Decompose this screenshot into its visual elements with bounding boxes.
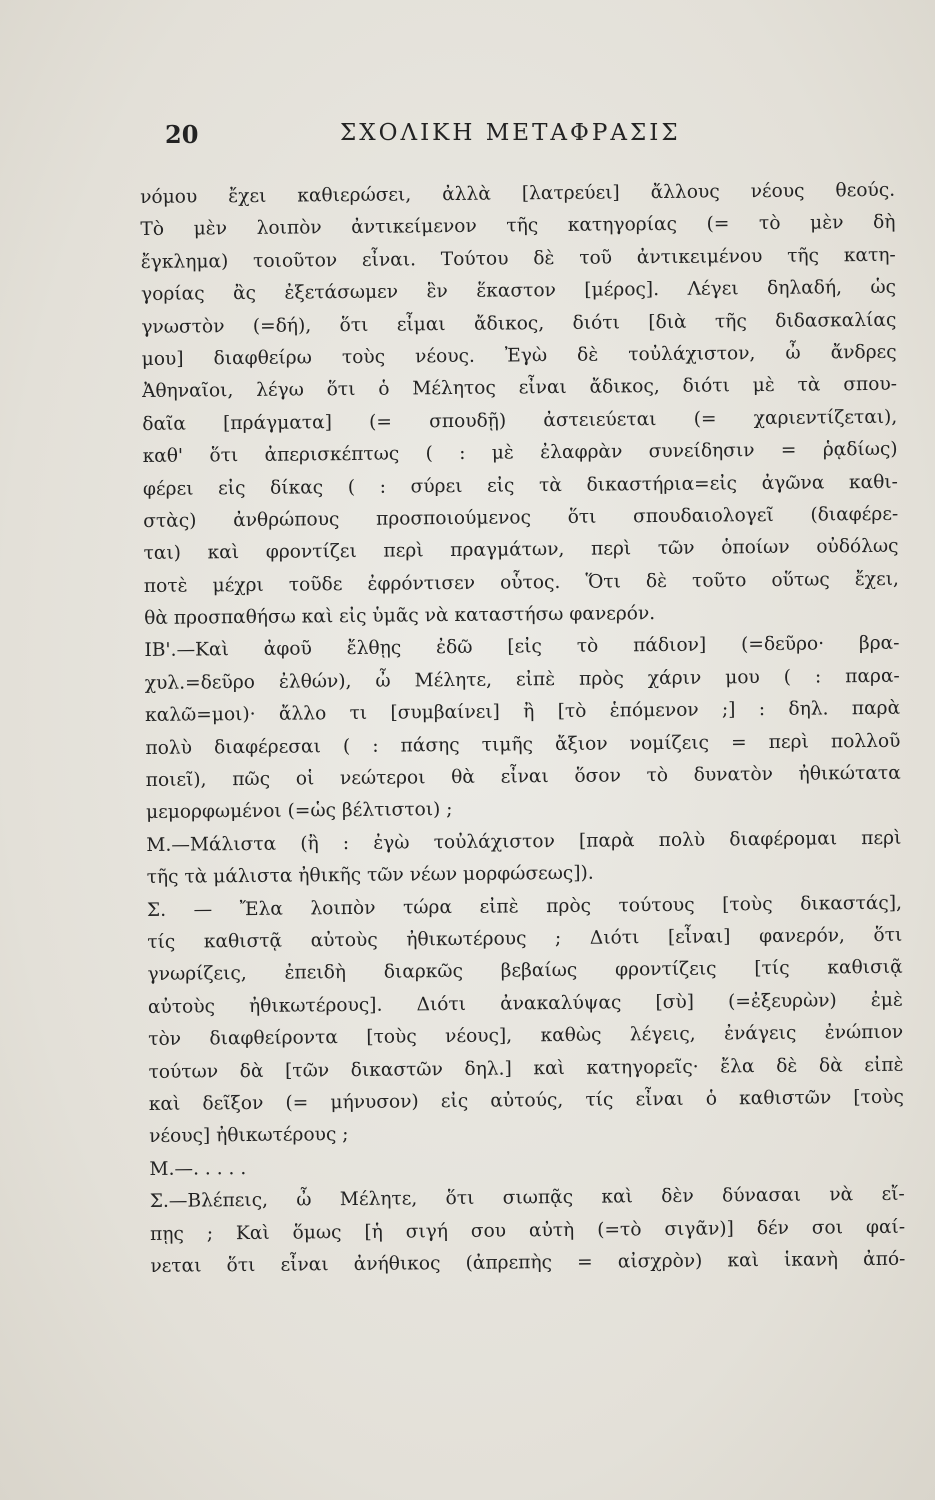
running-title: ΣΧΟΛΙΚΗ ΜΕΤΑΦΡΑΣΙΣ — [340, 120, 681, 146]
text-line: τῆς τὰ μάλιστα ἠθικῆς τῶν νέων μορφώσεως]). — [146, 862, 594, 889]
text-line: νέους] ἠθικωτέρους ; — [149, 1124, 349, 1148]
text-line: μου] διαφθείρω τοὺς νέους. Ἐγὼ δὲ τοὐλάχιστον, ὦ ἄνδρες — [141, 341, 897, 370]
text-line: Μ.—. . . . . — [149, 1157, 247, 1180]
text-line: τίς καθιστᾷ αὐτοὺς ἠθικωτέρους ; Διότι [εἶναι] φανερόν, ὅτι — [147, 924, 903, 953]
text-line: πολὺ διαφέρεσαι ( : πάσης τιμῆς ἄξιον νομίζεις = περὶ πολλοῦ — [145, 730, 901, 759]
text-line: φέρει εἰς δίκας ( : σύρει εἰς τὰ δικαστήρια=εἰς ἀγῶνα καθι- — [142, 471, 899, 500]
text-line: χυλ.=δεῦρο ἐλθών), ὦ Μέλητε, εἰπὲ πρὸς χάριν μου ( : παρα- — [144, 665, 900, 694]
text-line: τούτων δὰ [τῶν δικαστῶν δηλ.] καὶ κατηγορεῖς· ἔλα δὲ δὰ εἰπὲ — [148, 1054, 904, 1083]
text-line: καὶ δεῖξον (= μήνυσον) εἰς αὐτούς, τίς εἶναι ὁ καθιστῶν [τοὺς — [148, 1086, 904, 1115]
page-number: 20 — [165, 120, 199, 149]
text-line: καθ' ὅτι ἀπερισκέπτως ( : μὲ ἐλαφρὰν συνείδησιν = ῥᾳδίως) — [142, 438, 898, 468]
text-line: νεται ὅτι εἶναι ἀνήθικος (ἀπρεπὴς = αἰσχρὸν) καὶ ἱκανὴ ἀπό- — [150, 1248, 906, 1277]
text-line: πῃς ; Καὶ ὅμως [ἡ σιγή σου αὐτὴ (=τὸ σιγᾶν)] δέν σοι φαί- — [149, 1216, 906, 1245]
text-line: γορίας ἂς ἐξετάσωμεν ἓν ἕκαστον [μέρος]. Λέγει δηλαδή, ὡς — [140, 276, 897, 306]
text-line: Τὸ μὲν λοιπὸν ἀντικείμενον τῆς κατηγορίας (= τὸ μὲν δὴ — [140, 212, 896, 241]
text-line: γνωστὸν (=δή), ὅτι εἶμαι ἄδικος, διότι [διὰ τῆς διδασκαλίας — [141, 309, 897, 338]
text-line: ποιεῖ), πῶς οἱ νεώτεροι θὰ εἶναι ὅσον τὸ δυνατὸν ἠθικώτατα — [145, 762, 901, 792]
text-line: ποτὲ μέχρι τοῦδε ἐφρόντισεν οὗτος. Ὅτι δὲ τοῦτο οὕτως ἔχει, — [143, 568, 899, 597]
text-line: θὰ προσπαθήσω καὶ εἰς ὑμᾶς νὰ καταστήσω φανερόν. — [144, 603, 656, 630]
page-header — [165, 120, 725, 160]
text-line: δαῖα [πράγματα] (= σπουδῇ) ἀστειεύεται (= χαριεντίζεται), — [142, 406, 898, 435]
text-line: γνωρίζεις, ἐπειδὴ διαρκῶς βεβαίως φροντίζεις [τίς καθισιᾷ — [147, 957, 903, 986]
text-line: τὸν διαφθείροντα [τοὺς νέους], καθὼς λέγεις, ἐνάγεις ἐνώπιον — [148, 1021, 904, 1051]
text-line: Ἀθηναῖοι, λέγω ὅτι ὁ Μέλητος εἶναι ἄδικος, διότι μὲ τὰ σπου- — [141, 374, 898, 403]
text-line: νόμου ἔχει καθιερώσει, ἀλλὰ [λατρεύει] ἄλλους νέους θεούς. — [140, 179, 896, 208]
text-line: ΙΒ'.—Καὶ ἀφοῦ ἔλθῃς ἐδῶ [εἰς τὸ πάδιον] (=δεῦρο· βρα- — [144, 633, 900, 662]
text-line: Μ.—Μάλιστα (ἢ : ἐγὼ τοὐλάχιστον [παρὰ πολὺ διαφέρομαι περὶ — [146, 827, 902, 856]
text-line: ἔγκλημα) τοιοῦτον εἶναι. Τούτου δὲ τοῦ ἀντικειμένου τῆς κατη- — [140, 244, 896, 273]
text-line: Σ. — Ἔλα λοιπὸν τώρα εἰπὲ πρὸς τούτους [τοὺς δικαστάς], — [146, 892, 903, 921]
text-line: Σ.—Βλέπεις, ὦ Μέλητε, ὅτι σιωπᾷς καὶ δὲν δύνασαι νὰ εἴ- — [149, 1183, 905, 1213]
body-text — [140, 175, 906, 1283]
text-line: καλῶ=μοι)· ἄλλο τι [συμβαίνει] ἢ [τὸ ἑπόμενον ;] : δηλ. παρὰ — [145, 697, 901, 727]
text-line: αὐτοὺς ἠθικωτέρους]. Διότι ἀνακαλύψας [σὺ] (=ἐξευρὼν) ἐμὲ — [147, 989, 903, 1018]
text-line: μεμορφωμένοι (=ὡς βέλτιστοι) ; — [145, 799, 453, 824]
text-line: ται) καὶ φροντίζει περὶ πραγμάτων, περὶ τῶν ὁποίων οὐδόλως — [143, 536, 899, 565]
text-line: στὰς) ἀνθρώπους προσποιούμενος ὅτι σπουδαιολογεῖ (διαφέρε- — [143, 503, 899, 532]
